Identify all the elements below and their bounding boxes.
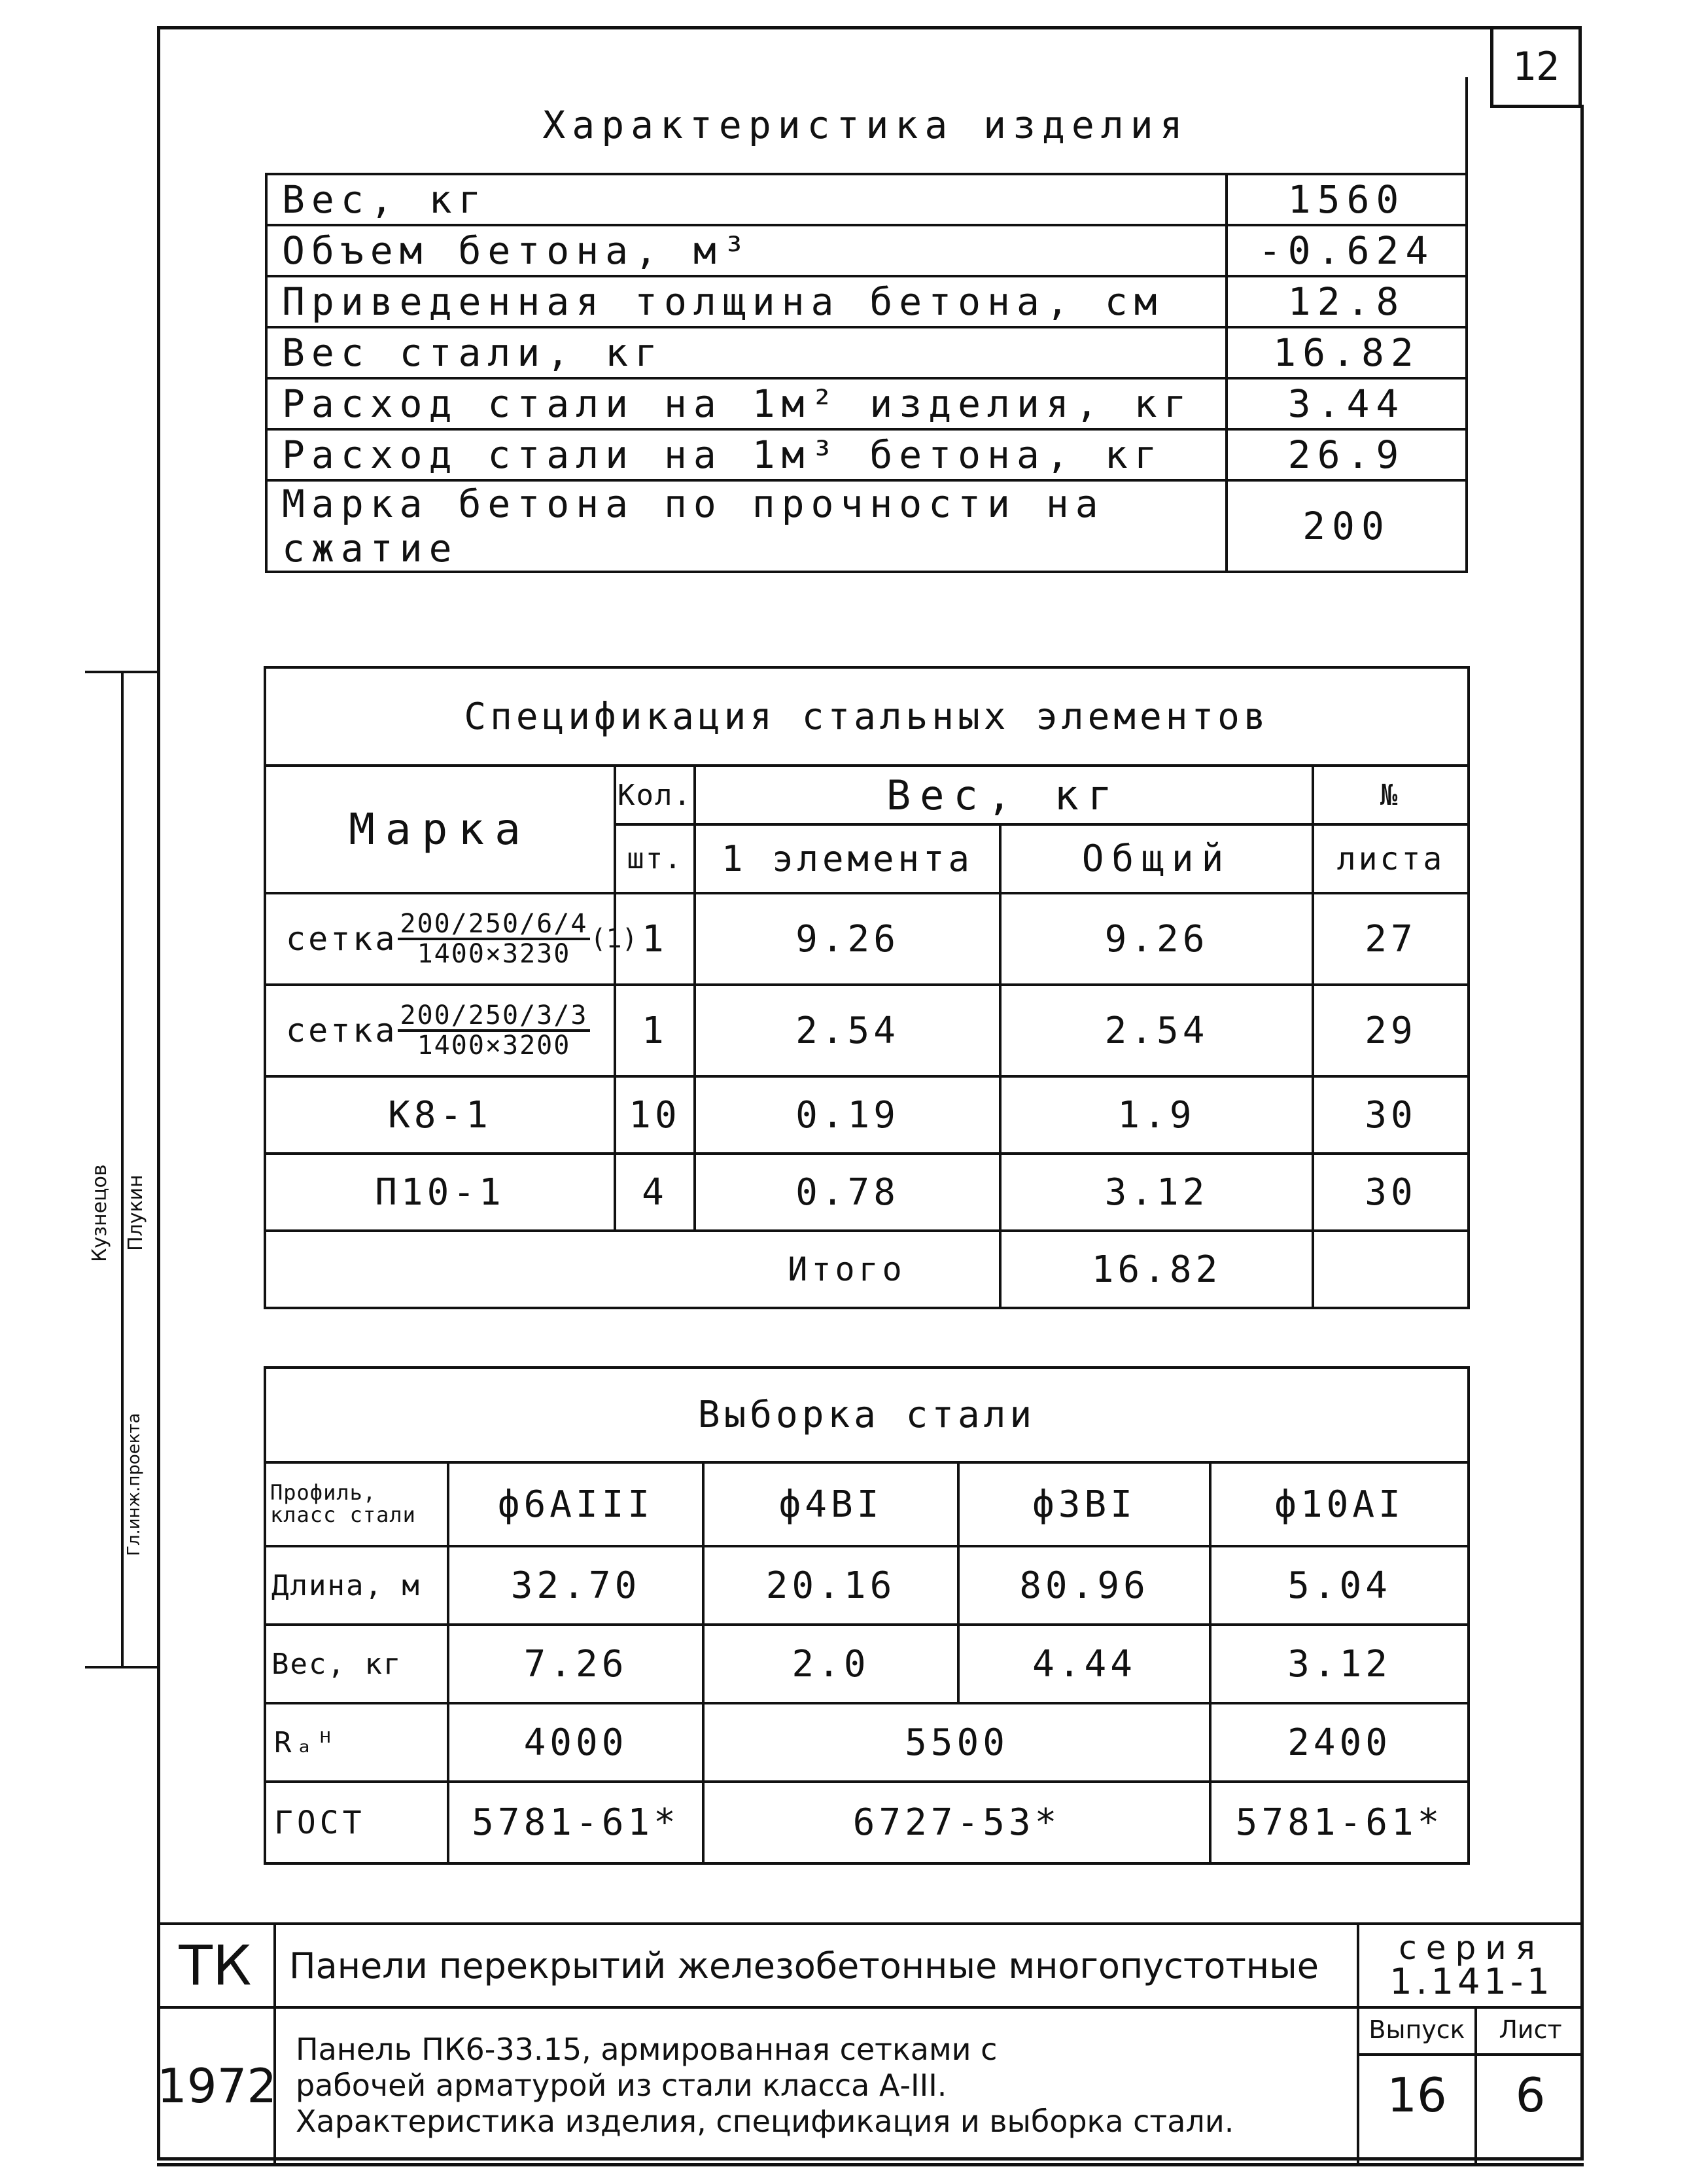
spec-total-mesh-2: 2.54 bbox=[1000, 985, 1313, 1076]
spec-header-sheet-top: № bbox=[1313, 766, 1469, 824]
title-block bbox=[157, 1922, 1584, 2166]
steel-profile-c: ф3ВI bbox=[958, 1462, 1210, 1546]
stamp-year: 1972 bbox=[157, 2007, 275, 2164]
side-stamp-divider bbox=[121, 673, 124, 1668]
stamp-sheet bbox=[1476, 2007, 1584, 2164]
stamp-description bbox=[275, 2007, 1358, 2164]
steel-gost-label: ГОСТ bbox=[265, 1782, 448, 1863]
char-value-concrete-volume: -0.624 bbox=[1227, 225, 1467, 276]
steel-gost-a: 5781-61* bbox=[448, 1782, 703, 1863]
spec-header-weight: Вес, кг bbox=[695, 766, 1313, 824]
steel-profile-b: ф4ВI bbox=[703, 1462, 958, 1546]
steel-weight-c: 4.44 bbox=[958, 1625, 1210, 1703]
spec-sheet-mesh-1: 27 bbox=[1313, 893, 1469, 985]
steel-rn-d: 2400 bbox=[1210, 1703, 1469, 1782]
steel-profile-label bbox=[265, 1462, 448, 1546]
frame-right-line bbox=[1580, 105, 1584, 2161]
stamp-series-value: 1.141-1 bbox=[1389, 1961, 1554, 2002]
steel-weight-d: 3.12 bbox=[1210, 1625, 1469, 1703]
stamp-issue bbox=[1358, 2007, 1476, 2164]
spec-mark-mesh-2 bbox=[265, 985, 615, 1076]
spec-total-mesh-1: 9.26 bbox=[1000, 893, 1313, 985]
spec-total-blank bbox=[265, 1231, 695, 1308]
spec-one-mesh-2: 2.54 bbox=[695, 985, 1000, 1076]
specification-title: Спецификация стальных элементов bbox=[265, 667, 1469, 766]
steel-weight-label: Вес, кг bbox=[265, 1625, 448, 1703]
steel-table bbox=[264, 1366, 1470, 1865]
specification-table bbox=[264, 666, 1470, 1309]
spec-mark-mesh-2-fraction bbox=[398, 1002, 591, 1059]
spec-one-k8: 0.19 bbox=[695, 1076, 1000, 1154]
spec-mark-p10: П10-1 bbox=[265, 1154, 615, 1231]
spec-mark-mesh-1-suffix: (1) bbox=[590, 924, 638, 954]
char-value-concrete-grade: 200 bbox=[1227, 480, 1467, 572]
spec-qty-p10: 4 bbox=[615, 1154, 695, 1231]
steel-length-c: 80.96 bbox=[958, 1546, 1210, 1625]
spec-one-p10: 0.78 bbox=[695, 1154, 1000, 1231]
steel-profile-a: ф6АIII bbox=[448, 1462, 703, 1546]
spec-mark-mesh-1-num: 200/250/6/4 bbox=[398, 910, 591, 940]
side-stamp-name-2: Кузнецов bbox=[88, 1164, 111, 1262]
side-stamp bbox=[85, 671, 160, 1668]
spec-one-mesh-1: 9.26 bbox=[695, 893, 1000, 985]
spec-mark-mesh-1-den: 1400×3230 bbox=[417, 939, 571, 969]
char-value-steel-per-m3: 26.9 bbox=[1227, 429, 1467, 480]
spec-mark-mesh-1 bbox=[265, 893, 638, 985]
spec-qty-mesh-1: 1 bbox=[615, 893, 695, 985]
characteristics-title: Характеристика изделия bbox=[266, 77, 1467, 174]
char-label-weight: Вес, кг bbox=[266, 174, 1227, 225]
steel-weight-b: 2.0 bbox=[703, 1625, 958, 1703]
steel-rn-label: Rₐᴴ bbox=[265, 1703, 448, 1782]
spec-header-weight-one: 1 элемента bbox=[695, 824, 1000, 893]
char-value-steel-per-m2: 3.44 bbox=[1227, 378, 1467, 429]
side-stamp-role: Гл.инж.проекта bbox=[124, 1413, 144, 1557]
stamp-org: ТК bbox=[157, 1924, 275, 2007]
steel-weight-a: 7.26 bbox=[448, 1625, 703, 1703]
steel-length-label: Длина, м bbox=[265, 1546, 448, 1625]
spec-mark-k8: К8-1 bbox=[265, 1076, 615, 1154]
char-value-steel-weight: 16.82 bbox=[1227, 327, 1467, 378]
char-label-steel-weight: Вес стали, кг bbox=[266, 327, 1227, 378]
stamp-issue-label: Выпуск bbox=[1359, 2015, 1474, 2056]
steel-profile-label-2: класс стали bbox=[270, 1502, 416, 1527]
spec-header-sheet-bottom: листа bbox=[1313, 824, 1469, 893]
steel-gost-d: 5781-61* bbox=[1210, 1782, 1469, 1863]
stamp-desc-2: рабочей арматурой из стали класса А-III. bbox=[296, 2068, 947, 2104]
spec-mark-mesh-2-den: 1400×3200 bbox=[417, 1031, 571, 1061]
spec-mark-mesh-2-prefix: сетка bbox=[286, 1012, 398, 1050]
stamp-desc-1: Панель ПК6-33.15, армированная сетками с bbox=[296, 2031, 998, 2067]
spec-header-weight-total: Общий bbox=[1000, 824, 1313, 893]
steel-length-b: 20.16 bbox=[703, 1546, 958, 1625]
spec-sheet-mesh-2: 29 bbox=[1313, 985, 1469, 1076]
char-label-concrete-volume: Объем бетона, м³ bbox=[266, 225, 1227, 276]
spec-total-sheet-blank bbox=[1313, 1231, 1469, 1308]
spec-total-p10: 3.12 bbox=[1000, 1154, 1313, 1231]
spec-sheet-k8: 30 bbox=[1313, 1076, 1469, 1154]
spec-qty-mesh-2: 1 bbox=[615, 985, 695, 1076]
stamp-title-line: Панели перекрытий железобетонные многопустотные bbox=[275, 1924, 1358, 2007]
spec-total-k8: 1.9 bbox=[1000, 1076, 1313, 1154]
side-stamp-name-1: Плукин bbox=[124, 1174, 147, 1252]
spec-qty-k8: 10 bbox=[615, 1076, 695, 1154]
spec-sheet-p10: 30 bbox=[1313, 1154, 1469, 1231]
steel-length-a: 32.70 bbox=[448, 1546, 703, 1625]
spec-mark-mesh-2-num: 200/250/3/3 bbox=[398, 1002, 591, 1032]
char-value-thickness: 12.8 bbox=[1227, 276, 1467, 327]
char-label-steel-per-m2: Расход стали на 1м² изделия, кг bbox=[266, 378, 1227, 429]
steel-title: Выборка стали bbox=[265, 1368, 1469, 1462]
stamp-desc-3: Характеристика изделия, спецификация и выборка стали. bbox=[296, 2104, 1234, 2140]
frame-top-line bbox=[157, 26, 1491, 29]
steel-profile-label-1: Профиль, bbox=[270, 1480, 377, 1506]
steel-rn-bc: 5500 bbox=[703, 1703, 1210, 1782]
spec-mark-mesh-1-fraction bbox=[398, 910, 591, 968]
steel-rn-a: 4000 bbox=[448, 1703, 703, 1782]
stamp-series-label: серия bbox=[1399, 1929, 1544, 1967]
stamp-issue-value: 16 bbox=[1387, 2068, 1447, 2123]
stamp-sheet-value: 6 bbox=[1515, 2068, 1546, 2123]
spec-header-mark: Марка bbox=[265, 766, 615, 893]
sheet-number: 12 bbox=[1512, 44, 1560, 90]
steel-gost-bc: 6727-53* bbox=[703, 1782, 1210, 1863]
char-value-weight: 1560 bbox=[1227, 174, 1467, 225]
spec-total-value: 16.82 bbox=[1000, 1231, 1313, 1308]
stamp-sheet-label: Лист bbox=[1477, 2015, 1584, 2056]
spec-total-label: Итого bbox=[695, 1231, 1000, 1308]
char-label-thickness: Приведенная толщина бетона, см bbox=[266, 276, 1227, 327]
spec-header-qty-top: Кол. bbox=[615, 766, 695, 824]
sheet-number-box bbox=[1490, 26, 1582, 108]
char-label-concrete-grade: Марка бетона по прочности на сжатие bbox=[266, 480, 1227, 572]
steel-length-d: 5.04 bbox=[1210, 1546, 1469, 1625]
characteristics-table bbox=[265, 77, 1468, 573]
spec-header-qty-bottom: шт. bbox=[615, 824, 695, 893]
stamp-series bbox=[1358, 1924, 1584, 2007]
char-label-steel-per-m3: Расход стали на 1м³ бетона, кг bbox=[266, 429, 1227, 480]
steel-profile-d: ф10АI bbox=[1210, 1462, 1469, 1546]
spec-mark-mesh-1-prefix: сетка bbox=[286, 920, 398, 958]
